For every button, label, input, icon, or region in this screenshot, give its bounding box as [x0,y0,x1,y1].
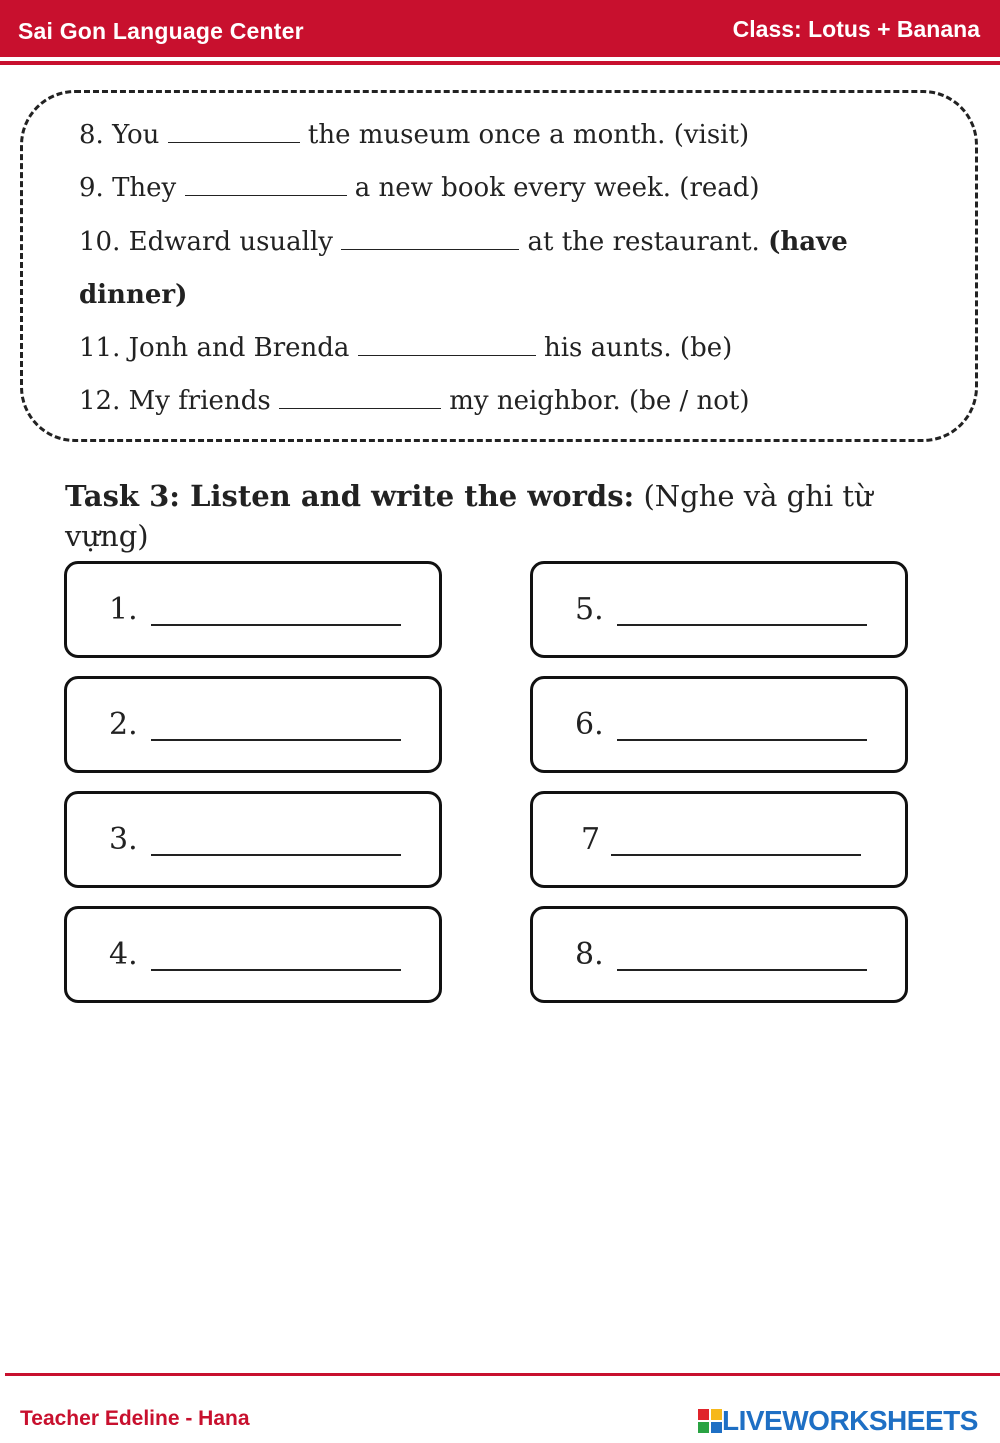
exercise-11 [79,333,732,363]
class-name: Class: Lotus + Banana [732,16,980,42]
answer-blank-3[interactable] [151,854,401,856]
brand-name: LIVEWORKSHEETS [722,1405,978,1436]
answer-box-3 [64,791,442,888]
exercise-10 [79,227,848,257]
answer-box-8 [530,906,908,1003]
answer-blank-8[interactable] [617,969,867,971]
answer-box-6 [530,676,908,773]
answer-label-6: 6. [575,707,604,742]
header-divider [0,61,1000,65]
answer-blank-6[interactable] [617,739,867,741]
exercise-9-prefix: 9. They [79,173,177,203]
answer-blank-1[interactable] [151,624,401,626]
exercise-8-suffix: the museum once a month. (visit) [307,120,750,150]
exercise-10-suffix: at the restaurant. [527,227,760,257]
answer-label-4: 4. [109,937,138,972]
answer-box-5 [530,561,908,658]
task-3-title [65,476,945,556]
answer-box-2 [64,676,442,773]
exercise-10-blank[interactable] [341,229,519,250]
answer-blank-2[interactable] [151,739,401,741]
answer-box-7 [530,791,908,888]
exercise-11-suffix: his aunts. (be) [543,333,733,363]
answer-label-5: 5. [575,592,604,627]
answer-blank-5[interactable] [617,624,867,626]
answer-label-1: 1. [109,592,138,627]
answer-label-8: 8. [575,937,604,972]
answer-blank-4[interactable] [151,969,401,971]
answer-blank-7[interactable] [611,854,861,856]
liveworksheets-logo-icon [698,1409,722,1433]
center-name: Sai Gon Language Center [18,18,304,44]
exercise-10-prefix: 10. Edward usually [79,227,333,257]
exercise-12-suffix: my neighbor. (be / not) [449,386,750,416]
page-header [0,0,1000,57]
footer-divider [5,1373,1000,1376]
answer-label-2: 2. [109,707,138,742]
exercise-10-hint-start: (have [768,227,848,257]
answer-box-1 [64,561,442,658]
exercise-11-blank[interactable] [358,335,536,356]
exercise-9 [79,173,760,203]
exercise-12 [79,386,750,416]
exercise-12-prefix: 12. My friends [79,386,271,416]
exercise-10-hint-end: dinner) [79,280,188,310]
answer-box-4 [64,906,442,1003]
exercise-8-prefix: 8. You [79,120,160,150]
exercise-8 [79,120,749,150]
answer-label-7: 7 [581,822,601,857]
task-3-instruction: (Nghe và ghi từ vựng) [65,479,873,553]
brand-logo [698,1405,978,1437]
teacher-name: Teacher Edeline - Hana [20,1407,250,1430]
exercise-8-blank[interactable] [168,122,300,143]
answer-label-3: 3. [109,822,138,857]
task-3-heading: Task 3: Listen and write the words: [65,479,635,513]
exercise-9-suffix: a new book every week. (read) [354,173,760,203]
exercise-12-blank[interactable] [279,388,441,409]
exercise-9-blank[interactable] [185,175,347,196]
exercise-11-prefix: 11. Jonh and Brenda [79,333,350,363]
